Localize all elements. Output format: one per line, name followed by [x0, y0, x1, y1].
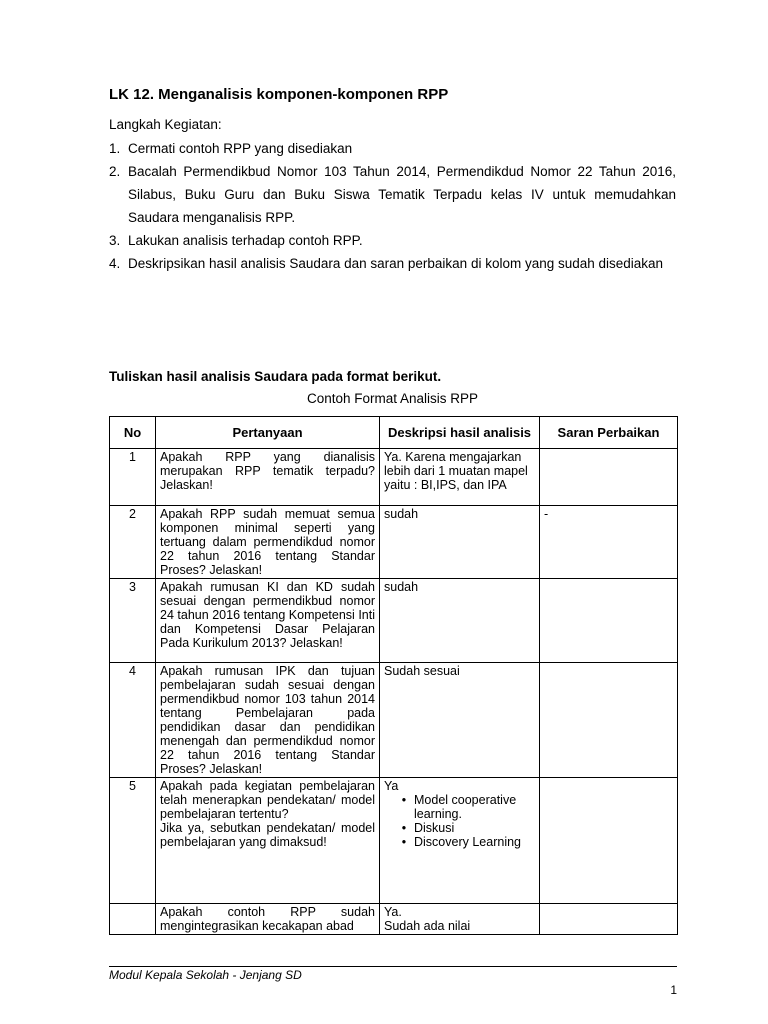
step-number: 2. [109, 164, 121, 179]
bullet-item [394, 821, 535, 835]
row-suggestion [540, 449, 678, 506]
row-description-continued: Sudah ada nilai [384, 919, 471, 933]
bullet-text: Diskusi [414, 821, 455, 835]
step-item [109, 160, 676, 229]
header-description: Deskripsi hasil analisis [380, 417, 540, 449]
bullet-text: Model cooperative learning. [414, 793, 517, 821]
row-no: 4 [110, 663, 156, 778]
row-no: 3 [110, 579, 156, 663]
row-suggestion [540, 904, 678, 935]
step-item [109, 252, 676, 275]
step-number: 4. [109, 256, 121, 271]
table-row [110, 506, 678, 579]
page-title: LK 12. Menganalisis komponen-komponen RPP [109, 86, 449, 103]
page-number: 1 [670, 983, 677, 997]
row-no: 5 [110, 778, 156, 904]
step-number: 3. [109, 233, 121, 248]
instruction-text: Tuliskan hasil analisis Saudara pada format berikut. [109, 369, 442, 384]
table-row [110, 904, 678, 935]
footer-text: Modul Kepala Sekolah - Jenjang SD [109, 968, 302, 982]
row-question: Apakah rumusan KI dan KD sudah sesuai dengan permendikbud nomor 24 tahun 2016 tentang Kompetensi Inti dan Kompetensi Dasar Pelajaran Pada Kurikulum 2013? Jelaskan! [156, 579, 380, 663]
header-suggestion: Saran Perbaikan [540, 417, 678, 449]
row-question-followup: Jika ya, sebutkan pendekatan/ model pembelajaran yang dimaksud! [160, 821, 375, 849]
bullet-item [394, 793, 535, 821]
step-text: Deskripsikan hasil analisis Saudara dan saran perbaikan di kolom yang sudah disediakan [128, 256, 664, 271]
row-description: Ya [384, 779, 399, 793]
row-description-cell [380, 904, 540, 935]
description-bullet-list [384, 793, 535, 849]
row-no: 2 [110, 506, 156, 579]
bullet-item [394, 835, 535, 849]
table-row [110, 579, 678, 663]
table-row [110, 663, 678, 778]
table-row [110, 449, 678, 506]
table-header-row [110, 417, 678, 449]
row-description: Ya. [384, 905, 402, 919]
row-description: Ya. Karena mengajarkan lebih dari 1 muatan mapel yaitu : BI,IPS, dan IPA [380, 449, 540, 506]
row-question: Apakah rumusan IPK dan tujuan pembelajaran sudah sesuai dengan permendikbud nomor 103 tahun 2014 tentang Pembelajaran pada pendidikan dasar dan pendidikan menengah dan permendikdud nomor 22 tahun 2016 tentang Standar Proses? Jelaskan! [156, 663, 380, 778]
header-no: No [110, 417, 156, 449]
step-item [109, 137, 676, 160]
header-question: Pertanyaan [156, 417, 380, 449]
row-question: Apakah RPP sudah memuat semua komponen minimal seperti yang tertuang dalam permendikdud nomor 22 tahun 2016 tentang Standar Proses? Jelaskan! [156, 506, 380, 579]
bullet-icon: • [401, 793, 407, 807]
row-no: 1 [110, 449, 156, 506]
bullet-icon: • [401, 821, 407, 835]
row-no [110, 904, 156, 935]
row-description: sudah [380, 579, 540, 663]
row-suggestion: - [540, 506, 678, 579]
step-item [109, 229, 676, 252]
step-text: Cermati contoh RPP yang disediakan [128, 141, 353, 156]
row-description: Sudah sesuai [380, 663, 540, 778]
row-question: Apakah pada kegiatan pembelajaran telah menerapkan pendekatan/ model pembelajaran tertentu? [160, 779, 375, 821]
analysis-table [109, 416, 678, 935]
steps-heading: Langkah Kegiatan: [109, 117, 222, 132]
row-description-cell [380, 778, 540, 904]
table-row [110, 778, 678, 904]
row-question-cell [156, 778, 380, 904]
row-question: Apakah contoh RPP sudah mengintegrasikan kecakapan abad [156, 904, 380, 935]
step-text: Bacalah Permendikbud Nomor 103 Tahun 2014, Permendikdud Nomor 22 Tahun 2016, Silabus, Buku Guru dan Buku Siswa Tematik Terpadu kelas IV untuk memudahkan Saudara menganalisis RPP. [128, 164, 676, 225]
row-suggestion [540, 778, 678, 904]
footer-divider [109, 966, 677, 967]
row-description: sudah [380, 506, 540, 579]
bullet-icon: • [401, 835, 407, 849]
step-number: 1. [109, 141, 121, 156]
table-caption: Contoh Format Analisis RPP [306, 391, 479, 406]
row-suggestion [540, 579, 678, 663]
row-suggestion [540, 663, 678, 778]
row-question: Apakah RPP yang dianalisis merupakan RPP tematik terpadu? Jelaskan! [156, 449, 380, 506]
bullet-text: Discovery Learning [414, 835, 521, 849]
step-text: Lakukan analisis terhadap contoh RPP. [128, 233, 363, 248]
steps-list [109, 137, 676, 275]
